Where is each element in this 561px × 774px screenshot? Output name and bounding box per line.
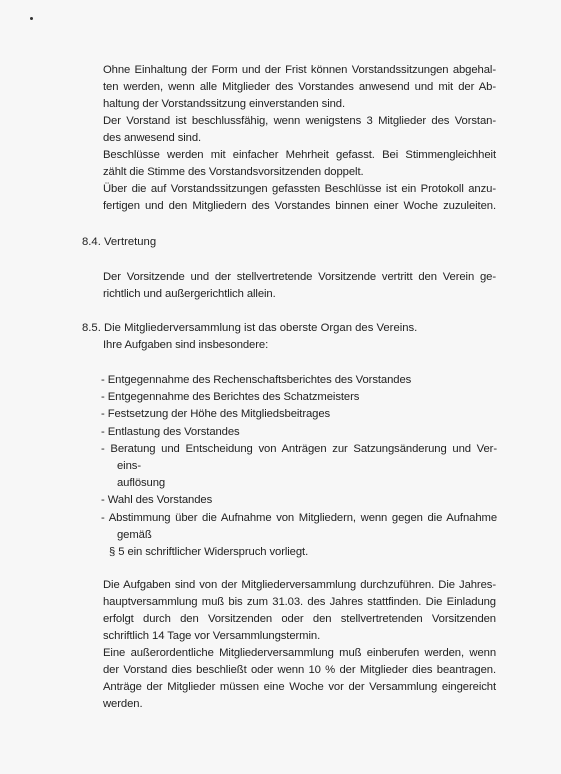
intro-line: Beschlüsse werden mit einfacher Mehrheit gefasst. Bei Stimmengleichheit [103, 149, 496, 161]
task-list [101, 372, 497, 561]
body-line: Der Vorsitzende und der stellvertretende Vorsitzende vertritt den Verein ge- [103, 271, 496, 283]
body-line: schriftlich 14 Tage vor Versammlungstermin. [103, 630, 321, 642]
intro-line: des anwesend sind. [103, 132, 202, 144]
list-item-continuation: § 5 ein schriftlicher Widerspruch vorliegt. [109, 546, 309, 559]
body-line: hauptversammlung muß bis zum 31.03. des Jahres stattfinden. Die Einladung [103, 596, 496, 608]
intro-line: fertigen und den Mitgliedern des Vorstandes binnen einer Woche zuzuleiten. [103, 200, 496, 212]
list-item: - Entlastung des Vorstandes [101, 425, 240, 438]
intro-line: Ohne Einhaltung der Form und der Frist können Vorstandssitzungen abgehal- [103, 64, 496, 76]
speck-mark [30, 17, 33, 20]
list-item-continuation: auflösung [117, 477, 166, 490]
list-item: - Beratung und Entscheidung von Anträgen zur Satzungsänderung und Ver- [101, 442, 497, 455]
list-item: - Festsetzung der Höhe des Mitgliedsbeitrages [101, 408, 331, 421]
list-item-continuation: gemäß [117, 528, 152, 541]
intro-line: ten werden, wenn alle Mitglieder des Vorstandes anwesend und mit der Ab- [103, 81, 496, 93]
intro-line: zählt die Stimme des Vorstandsvorsitzenden doppelt. [103, 166, 364, 178]
section-8-5-heading [82, 320, 417, 337]
list-item-continuation: eins- [117, 460, 141, 473]
section-8-4-body [103, 269, 496, 303]
body-line: richtlich und außergerichtlich allein. [103, 288, 276, 300]
section-number: 8.5. [82, 322, 101, 334]
body-line: erfolgt durch den Vorsitzenden oder den stellvertretenden Vorsitzenden [103, 613, 496, 625]
subtitle-text: Ihre Aufgaben sind insbesondere: [103, 339, 269, 351]
section-8-4-heading [82, 234, 156, 251]
section-8-5-closing [103, 577, 496, 713]
list-item: - Entgegennahme des Rechenschaftsberichtes des Vorstandes [101, 374, 412, 386]
body-line: der Vorstand dies beschließt oder wenn 10 % der Mitglieder dies beantragen. [103, 664, 496, 676]
body-line: werden. [103, 698, 143, 710]
intro-line: Der Vorstand ist beschlussfähig, wenn wenigstens 3 Mitglieder des Vorstan- [103, 115, 496, 127]
intro-line: Über die auf Vorstandssitzungen gefassten Beschlüsse ist ein Protokoll anzu- [103, 183, 496, 195]
list-item: - Entgegennahme des Berichtes des Schatzmeisters [101, 391, 360, 404]
section-number: 8.4. [82, 236, 101, 248]
list-item: - Abstimmung über die Aufnahme von Mitgliedern, wenn gegen die Aufnahme [101, 511, 497, 524]
section-title: Vertretung [103, 236, 157, 248]
intro-paragraph [103, 62, 496, 215]
body-line: Anträge der Mitglieder müssen eine Woche vor der Versammlung eingereicht [103, 681, 496, 693]
section-8-5-subtitle [103, 337, 268, 354]
body-line: Die Aufgaben sind von der Mitgliederversammlung durchzuführen. Die Jahres- [103, 579, 496, 591]
intro-line: haltung der Vorstandssitzung einverstanden sind. [103, 98, 346, 110]
section-title: Die Mitgliederversammlung ist das oberste Organ des Vereins. [103, 322, 418, 334]
list-item: - Wahl des Vorstandes [101, 494, 213, 507]
body-line: Eine außerordentliche Mitgliederversammlung muß einberufen werden, wenn [103, 647, 496, 659]
